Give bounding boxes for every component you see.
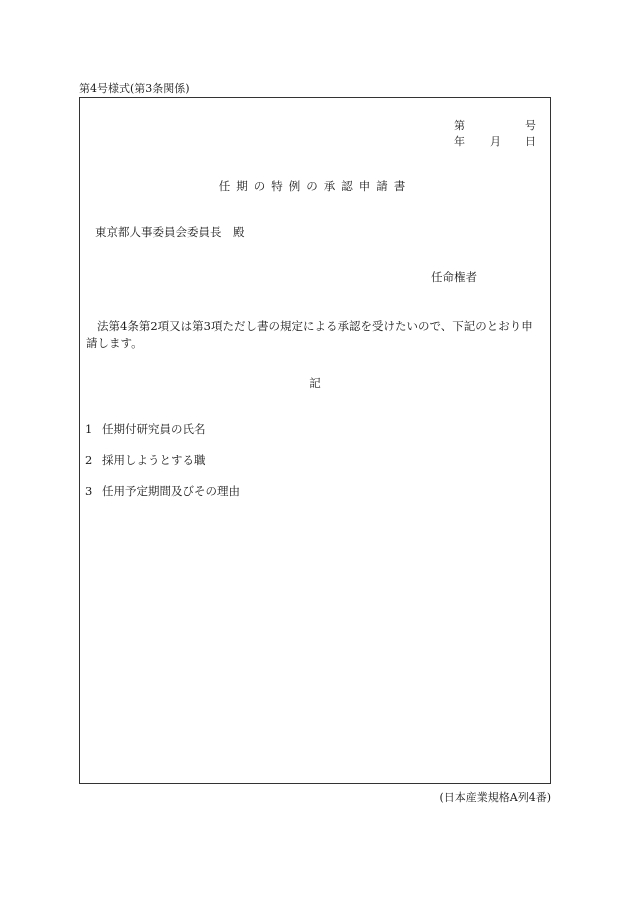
- paper-size-note: (日本産業規格A列4番): [439, 791, 551, 804]
- list-item: [85, 424, 206, 436]
- request-body-text: 法第4条第2項又は第3項ただし書の規定による承認を受けたいので、下記のとおり申請します。: [86, 319, 533, 350]
- number-suffix: 号: [525, 119, 536, 132]
- item-label: 任期付研究員の氏名: [102, 422, 206, 436]
- appointing-authority-label: 任命権者: [431, 270, 477, 284]
- item-label: 採用しようとする職: [102, 453, 206, 467]
- addressee: 東京都人事委員会委員長 殿: [95, 225, 245, 239]
- date-day-label: 日: [525, 135, 536, 148]
- item-label: 任用予定期間及びその理由: [102, 484, 240, 498]
- item-number: 1: [85, 422, 93, 436]
- form-label: 第4号様式(第3条関係): [79, 82, 190, 95]
- date-month-label: 月: [490, 135, 501, 148]
- document-title: 任期の特例の承認申請書: [218, 179, 412, 193]
- item-number: 3: [85, 484, 93, 498]
- list-item: [85, 455, 206, 467]
- number-prefix: 第: [454, 119, 465, 132]
- application-form-frame: [79, 97, 551, 784]
- list-item: [85, 486, 240, 498]
- date-year-label: 年: [454, 135, 465, 148]
- ki-heading: 記: [309, 376, 321, 390]
- item-number: 2: [85, 453, 93, 467]
